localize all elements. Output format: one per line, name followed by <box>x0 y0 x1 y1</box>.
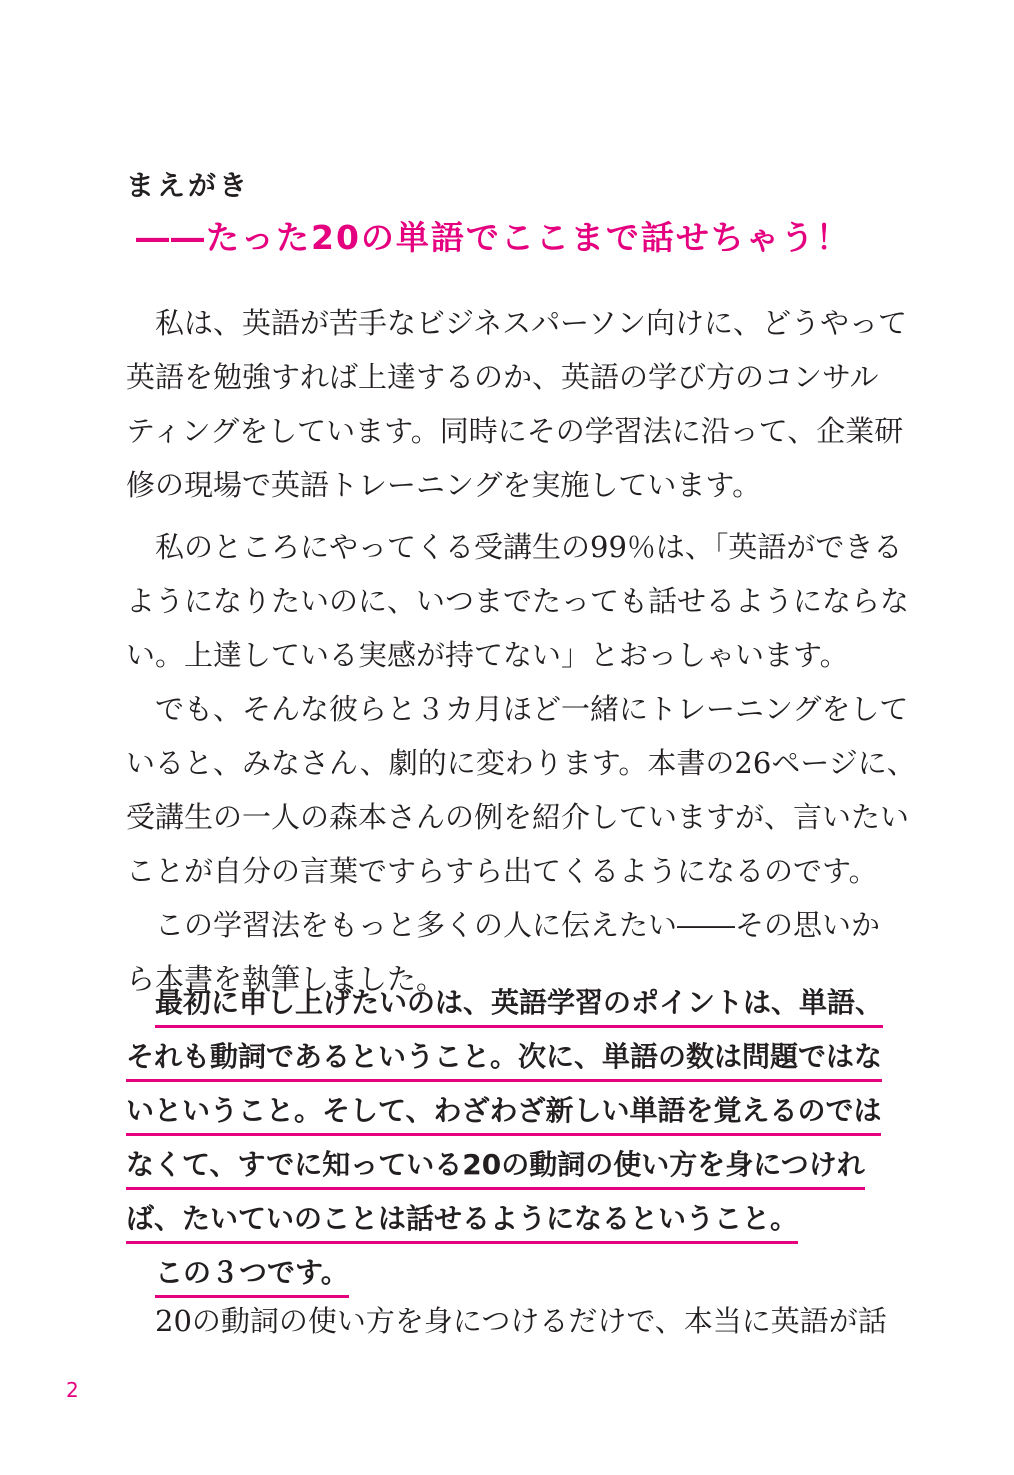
emphasis-line <box>126 976 884 1030</box>
paragraph-closing <box>126 1294 887 1348</box>
text-line: でも、そんな彼らと３カ月ほど一緒にトレーニングをして <box>155 692 909 726</box>
text-line: 私は、英語が苦手なビジネスパーソン向けに、どうやって <box>155 306 907 340</box>
underlined-text: それも動詞であるということ。次に、単語の数は問題ではな <box>126 1037 882 1082</box>
underlined-text: なくて、すでに知っている20の動詞の使い方を身につけれ <box>126 1145 865 1190</box>
emphasis-line <box>126 1192 846 1246</box>
underlined-text: 最初に申し上げたいのは、英語学習のポイントは、単語、 <box>155 983 883 1028</box>
text-line: ようになりたいのに、いつまでたっても話せるようにならな <box>126 584 910 618</box>
emphasis-line <box>126 1030 883 1084</box>
emphasis-line <box>126 1246 846 1300</box>
section-title: まえがき <box>126 169 251 202</box>
text-line: ことが自分の言葉ですらすら出てくるようになるのです。 <box>126 854 878 888</box>
text-line: いると、みなさん、劇的に変わります。本書の26ページに、 <box>126 746 916 780</box>
section-subtitle: ――たった20の単語でここまで話せちゃう！ <box>136 218 851 257</box>
underlined-text: ば、たいていのことは話せるようになるということ。 <box>126 1199 798 1244</box>
text-line: ら本書を執筆しました。 <box>126 962 446 996</box>
text-line: 私のところにやってくる受講生の99％は、「英語ができる <box>155 530 903 564</box>
emphasis-block <box>126 976 884 1300</box>
text-line: 受講生の一人の森本さんの例を紹介していますが、言いたい <box>126 800 910 834</box>
emphasis-line <box>126 1084 882 1138</box>
paragraph-intro <box>126 296 907 512</box>
underlined-text: いということ。そして、わざわざ新しい単語を覚えるのでは <box>126 1091 881 1136</box>
underlined-text: この３つです。 <box>155 1253 349 1298</box>
text-line: い。上達している実感が持てない」とおっしゃいます。 <box>126 638 849 672</box>
text-line: 英語を勉強すれば上達するのか、英語の学び方のコンサル <box>126 360 879 394</box>
text-line: この学習法をもっと多くの人に伝えたい――その思いか <box>155 908 881 942</box>
text-line: 修の現場で英語トレーニングを実施しています。 <box>126 468 762 502</box>
paragraph-students <box>126 520 916 1006</box>
text-line: 20の動詞の使い方を身につけるだけで、本当に英語が話 <box>155 1304 887 1338</box>
page-number: 2 <box>66 1378 79 1402</box>
text-line: ティングをしています。同時にその学習法に沿って、企業研 <box>126 414 904 448</box>
emphasis-line <box>126 1138 865 1192</box>
